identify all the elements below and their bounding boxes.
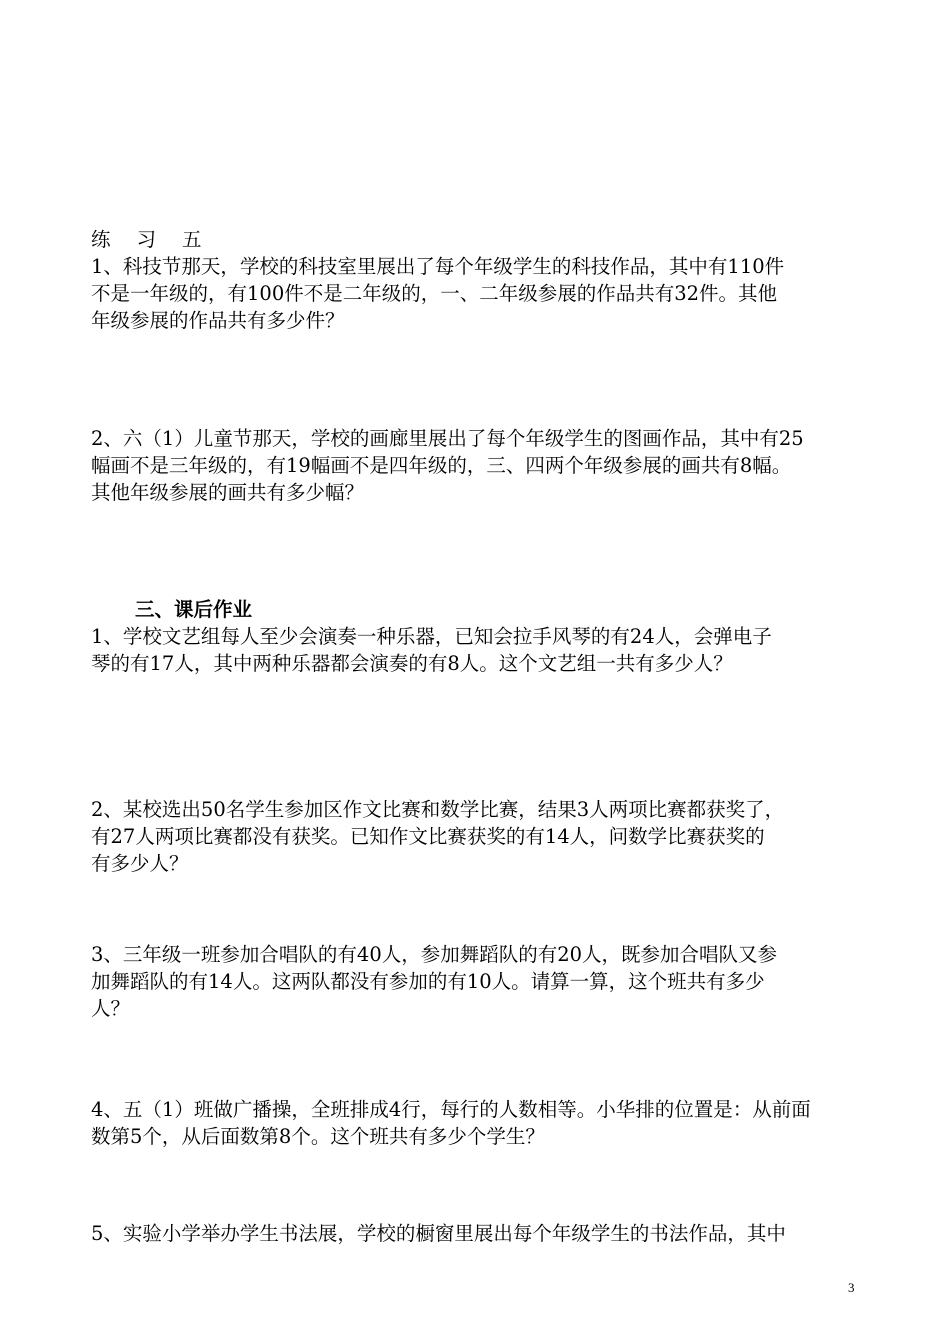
problem-line: 1、学校文艺组每人至少会演奏一种乐器，已知会拉手风琴的有24人，会弹电子: [91, 625, 772, 648]
problem-line: 有27人两项比赛都没有获奖。已知作文比赛获奖的有14人，问数学比赛获奖的: [91, 825, 765, 848]
exercise-problem-1: [91, 253, 871, 334]
heading-char: 五: [182, 228, 202, 251]
problem-line: 5、实验小学举办学生书法展，学校的橱窗里展出每个年级学生的书法作品，其中: [91, 1222, 786, 1245]
problem-line: 2、某校选出50名学生参加区作文比赛和数学比赛，结果3人两项比赛都获奖了，: [91, 798, 785, 821]
problem-line: 2、六（1）儿童节那天，学校的画廊里展出了每个年级学生的图画作品，其中有25: [91, 427, 804, 450]
homework-problem-5: [91, 1220, 871, 1247]
homework-problem-4: [91, 1096, 871, 1150]
problem-line: 1、科技节那天，学校的科技室里展出了每个年级学生的科技作品，其中有110件: [91, 255, 785, 278]
heading-char: 习: [136, 228, 157, 251]
problem-line: 年级参展的作品共有多少件？: [91, 309, 345, 332]
problem-line: 幅画不是三年级的，有19幅画不是四年级的，三、四两个年级参展的画共有8幅。: [91, 454, 792, 477]
problem-line: 不是一年级的，有100件不是二年级的，一、二年级参展的作品共有32件。其他: [91, 282, 778, 305]
problem-line: 数第5个，从后面数第8个。这个班共有多少个学生？: [91, 1125, 545, 1148]
problem-line: 3、三年级一班参加合唱队的有40人，参加舞蹈队的有20人，既参加合唱队又参: [91, 943, 778, 966]
problem-line: 琴的有17人，其中两种乐器都会演奏的有8人。这个文艺组一共有多少人？: [91, 652, 733, 675]
heading-char: 练: [91, 228, 111, 251]
page-number: 3: [848, 1280, 855, 1295]
section-title: 三、课后作业: [135, 598, 253, 621]
homework-problem-2: [91, 796, 871, 877]
homework-problem-3: [91, 941, 871, 1022]
problem-line: 有多少人？: [91, 852, 189, 875]
problem-line: 其他年级参展的画共有多少幅？: [91, 481, 365, 504]
problem-line: 人？: [91, 997, 131, 1020]
homework-problem-1: [91, 623, 871, 677]
problem-line: 加舞蹈队的有14人。这两队都没有参加的有10人。请算一算，这个班共有多少: [91, 970, 765, 993]
exercise-problem-2: [91, 425, 871, 506]
exercise-heading: [91, 226, 228, 253]
problem-line: 4、五（1）班做广播操，全班排成4行，每行的人数相等。小华排的位置是：从前面: [91, 1098, 811, 1121]
